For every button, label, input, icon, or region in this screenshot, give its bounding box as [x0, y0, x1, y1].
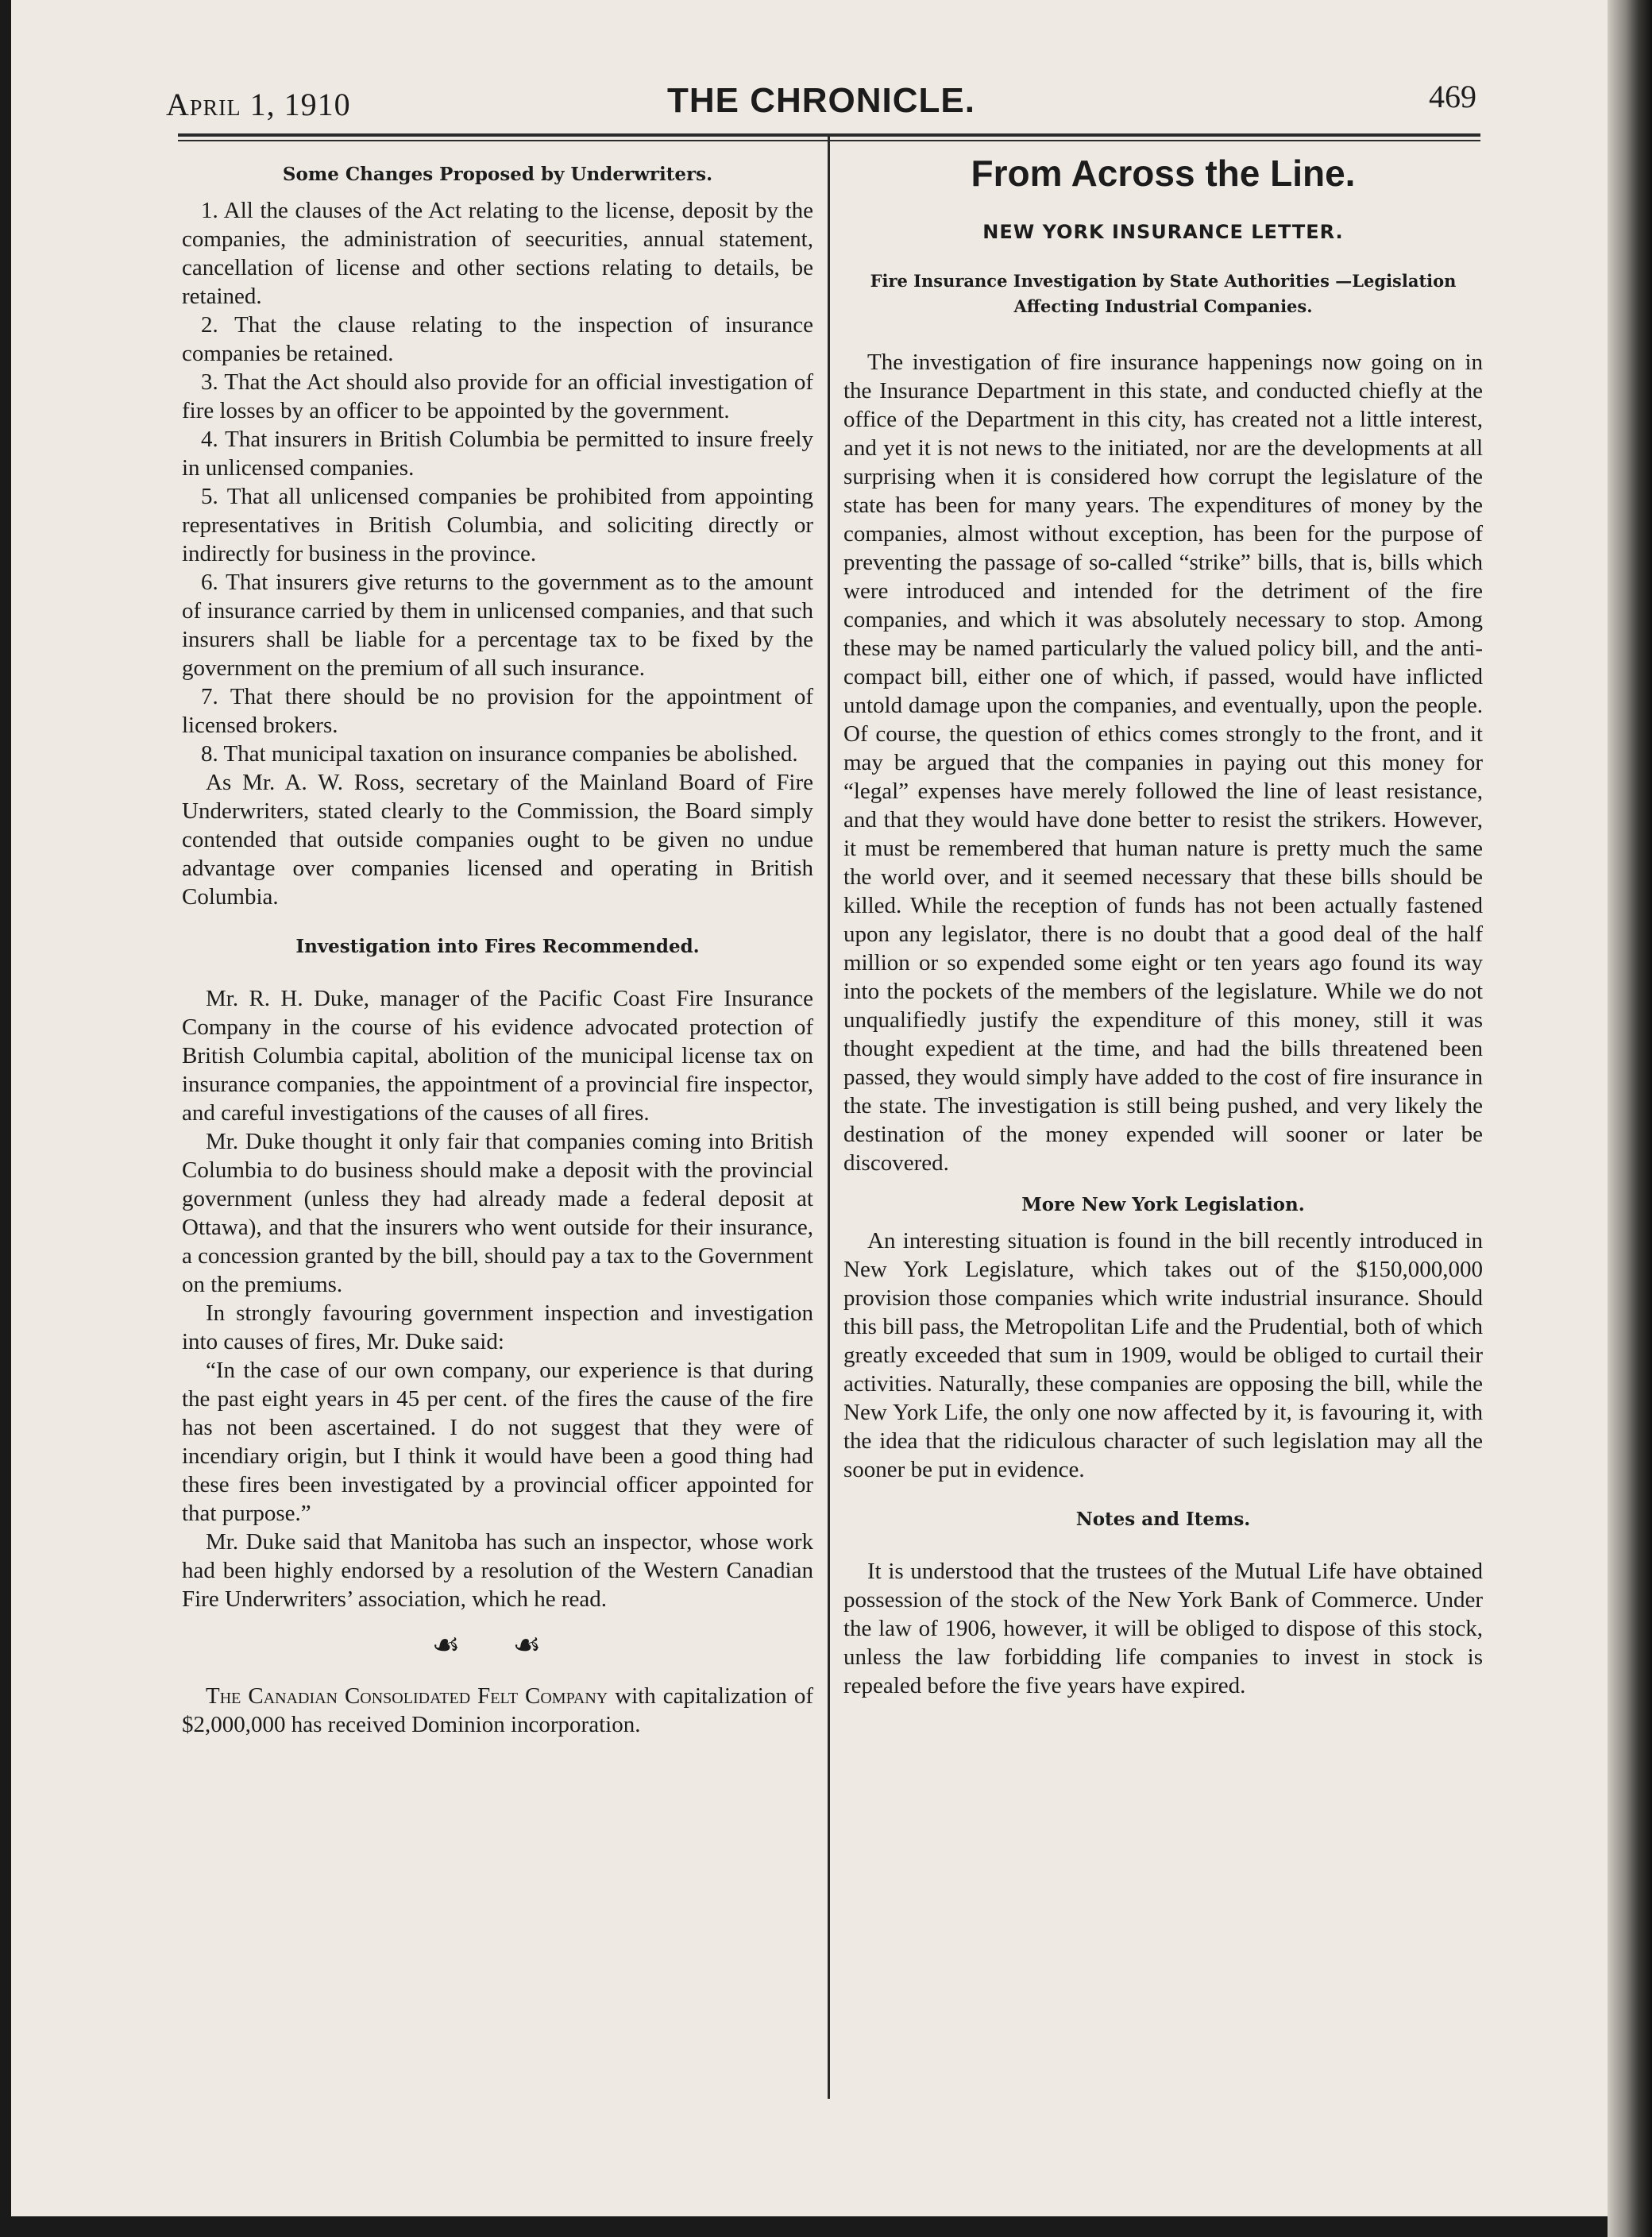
list-item: 6. That insurers give returns to the government as to the amount of insurance carried by them in unlicensed companies, and that such insurers shall be liable for a percentage tax to be fixed by the government on the premium of all such insurance. [182, 570, 813, 681]
body-paragraph: It is understood that the trustees of the Mutual Life have obtained possession of the stock of the New York Bank of Commerce. Under the law of 1906, however, it will be obliged to dispose of this stock, unless the law forbidding life companies to invest in stock is repealed before the five years have expired. [843, 1559, 1483, 1698]
body-paragraph: As Mr. A. W. Ross, secretary of the Mainland Board of Fire Underwriters, stated clearly to the Commission, the Board simply contended that outside companies ought to be given no undue advantage over companies licensed and operating in British Columbia. [182, 770, 813, 910]
body-paragraph: “In the case of our own company, our experience is that during the past eight years in 45 per cent. of the fires the cause of the fire has not been ascertained. I do not suggest that they were of incendiary origin, but I think it would have been a good thing had these fires been investigated by a provincial officer appointed for that purpose.” [182, 1358, 813, 1526]
list-item: 2. That the clause relating to the inspection of insurance companies be retained. [182, 312, 813, 366]
company-name: The Canadian Consolidated Felt Company [206, 1683, 608, 1709]
column-divider [828, 137, 830, 2099]
body-paragraph: Mr. Duke said that Manitoba has such an inspector, whose work had been highly endorsed by a resolution of the Western Canadian Fire Underwriters’ association, which he read. [182, 1529, 813, 1612]
list-item: 3. That the Act should also provide for an official investigation of fire losses by an officer to be appointed by the government. [182, 369, 813, 423]
page-header [166, 71, 1476, 127]
section-heading: Investigation into Fires Recommended. [295, 936, 700, 957]
list-item: 4. That insurers in British Columbia be permitted to insure freely in unlicensed companies. [182, 427, 813, 481]
company-note: with capitalization of $2,000,000 has received Dominion incorporation. [182, 1683, 814, 1737]
list-item: 5. That all unlicensed companies be prohibited from appointing representatives in British Columbia, and soliciting directly or indirectly for business in the province. [182, 484, 813, 566]
body-paragraph: In strongly favouring government inspection and investigation into causes of fires, Mr. Duke said: [182, 1300, 813, 1354]
issue-date: April 1, 1910 [166, 87, 351, 122]
list-item: 8. That municipal taxation on insurance companies be abolished. [201, 741, 798, 767]
section-heading: Some Changes Proposed by Underwriters. [282, 164, 713, 185]
right-column [843, 151, 1483, 1700]
ornament-divider: ☙ ☙ [431, 1627, 564, 1663]
left-column [182, 163, 813, 1739]
section-heading: Notes and Items. [1075, 1509, 1251, 1530]
page-number: 469 [1429, 79, 1476, 114]
body-paragraph: The investigation of fire insurance happenings now going on in the Insurance Department in this state, and conducted chiefly at the office of the Department in this city, has created not a little interest, and yet it is not news to the initiated, nor are the developments at all surprising when it is considered how corrupt the legislature of the state has been for many years. The expenditures of money by the companies, almost without exception, has been for the purpose of preventing the passage of so-called “strike” bills, that is, bills which were introduced and intended for the detriment of the fire companies, and which it was absolutely necessary to stop. Among these may be named particularly the valued policy bill, and the anti-compact bill, either one of which, if passed, would have inflicted untold damage upon the companies, and eventually, upon the people. Of course, the question of ethics comes strongly to the front, and it may be argued that the companies in paying out this money for “legal” expenses have merely followed the line of least resistance, and that they would have done better to resist the strikers. However, it must be remembered that human nature is pretty much the same the world over, and it seemed necessary that these bills should be killed. While the reception of funds has not been actually fastened upon any legislator, there is no doubt that a good deal of the half million or so expended some eight or ten years ago found its way into the pockets of the members of the legislature. While we do not unqualifiedly justify the expenditure of this money, still it was thought expedient at the time, and had the bills threatened been passed, they would simply have added to the cost of fire insurance in the state. The investigation is still being pushed, and very likely the destination of the money expended will sooner or later be discovered. [843, 350, 1483, 1176]
publication-title: THE CHRONICLE. [667, 81, 975, 120]
section-heading: More New York Legislation. [1021, 1194, 1305, 1215]
body-paragraph: Mr. Duke thought it only fair that companies coming into British Columbia to do business should make a deposit with the provincial government (unless they had already made a federal deposit at Ottawa), and that the insurers who went outside for their insurance, a concession granted by the bill, should pay a tax to the Government on the premiums. [182, 1129, 813, 1297]
newspaper-page [11, 0, 1608, 2216]
article-title: From Across the Line. [971, 153, 1356, 194]
body-paragraph: Mr. R. H. Duke, manager of the Pacific Coast Fire Insurance Company in the course of his evidence advocated protection of British Columbia capital, abolition of the municipal license tax on insurance companies, the appointment of a provincial fire inspector, and careful investigations of the causes of all fires. [182, 986, 813, 1126]
body-paragraph: An interesting situation is found in the bill recently introduced in New York Legislature, which takes out of the $150,000,000 provision those companies which write industrial insurance. Should this bill pass, the Metropolitan Life and the Prudential, both of which greatly exceeded that sum in 1909, would be obliged to curtail their activities. Naturally, these companies are opposing the bill, while the New York Life, the only one now affected by it, is favouring it, with the idea that the ridiculous character of such legislation may all the sooner be put in evidence. [843, 1228, 1483, 1482]
list-item: 1. All the clauses of the Act relating to the license, deposit by the companies, the administration of seecurities, annual statement, cancellation of license and other sections relating to details, be retained. [182, 198, 813, 309]
article-subtitle: Fire Insurance Investigation by State Authorities —Legislation Affecting Industrial Companies. [870, 271, 1457, 316]
letter-title: NEW YORK INSURANCE LETTER. [982, 221, 1344, 243]
body-paragraph [182, 1682, 813, 1739]
page-binding-edge [1608, 0, 1652, 2237]
list-item: 7. That there should be no provision for the appointment of licensed brokers. [182, 684, 813, 738]
